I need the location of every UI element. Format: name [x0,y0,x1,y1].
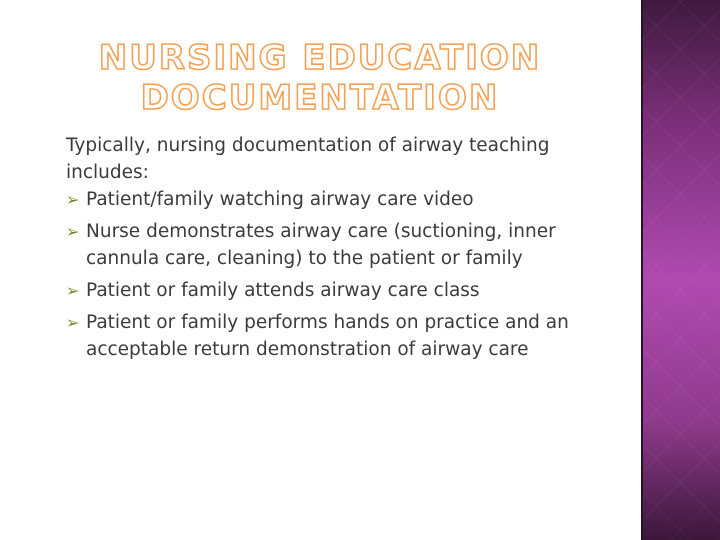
slide-title [60,38,580,118]
bullet-text: Patient/family watching airway care video [86,189,474,210]
bullet-text: Patient or family attends airway care class [86,280,480,301]
decorative-side-panel [641,0,720,540]
intro-text: Typically, nursing documentation of airway teaching includes: [66,135,550,183]
bullet-list [66,186,606,363]
bullet-item [66,277,606,304]
bullet-item [66,218,606,272]
bullet-item [66,186,606,213]
arrow-bullet-icon: ➢ [66,281,80,300]
arrow-bullet-icon: ➢ [66,222,80,241]
title-line-1: NURSING EDUCATION [98,38,542,78]
arrow-bullet-icon: ➢ [66,190,80,209]
slide-body [66,132,606,368]
bullet-text: Patient or family performs hands on practice and an acceptable return demonstration of airway care [86,312,569,360]
title-line-2: DOCUMENTATION [140,78,500,118]
bullet-text: Nurse demonstrates airway care (suctioning, inner cannula care, cleaning) to the patient or family [86,221,556,269]
arrow-bullet-icon: ➢ [66,313,80,332]
side-panel-edge [641,0,643,540]
bullet-item [66,309,606,363]
